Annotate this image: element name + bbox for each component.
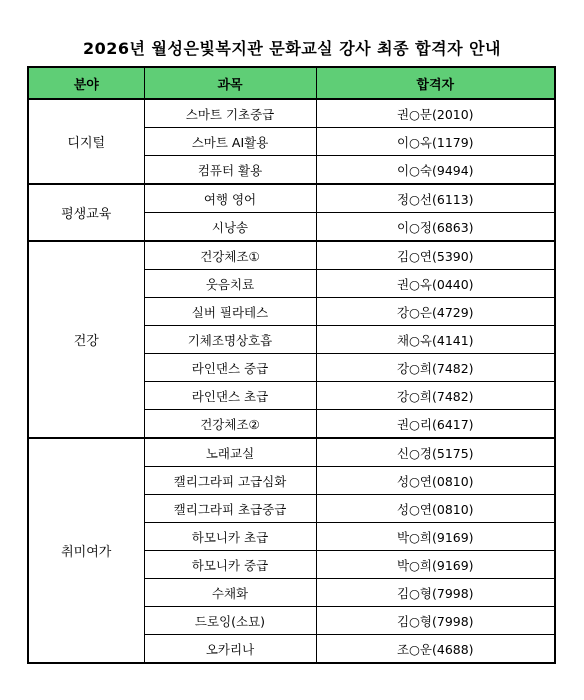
subject-cell: 스마트 기초중급 [144, 99, 316, 128]
passer-cell: 강○희(7482) [316, 354, 555, 382]
passer-cell: 박○희(9169) [316, 523, 555, 551]
subject-cell: 여행 영어 [144, 184, 316, 213]
passer-cell: 권○리(6417) [316, 410, 555, 439]
passer-table [27, 66, 556, 664]
passer-cell: 김○형(7998) [316, 579, 555, 607]
subject-cell: 캘리그라피 초급중급 [144, 495, 316, 523]
subject-cell: 하모니카 초급 [144, 523, 316, 551]
header-subject: 과목 [144, 67, 316, 99]
passer-cell: 김○연(5390) [316, 241, 555, 270]
header-passer: 합격자 [316, 67, 555, 99]
passer-cell: 신○경(5175) [316, 438, 555, 467]
passer-cell: 강○은(4729) [316, 298, 555, 326]
area-cell: 디지털 [28, 99, 144, 184]
area-cell: 취미여가 [28, 438, 144, 663]
table-body [28, 99, 555, 663]
table-row [28, 438, 555, 467]
subject-cell: 시낭송 [144, 213, 316, 242]
table-row [28, 184, 555, 213]
subject-cell: 하모니카 중급 [144, 551, 316, 579]
table-header-row [28, 67, 555, 99]
subject-cell: 컴퓨터 활용 [144, 156, 316, 185]
subject-cell: 건강체조② [144, 410, 316, 439]
subject-cell: 웃음치료 [144, 270, 316, 298]
area-cell: 평생교육 [28, 184, 144, 241]
passer-cell: 이○옥(1179) [316, 128, 555, 156]
area-cell: 건강 [28, 241, 144, 438]
subject-cell: 수채화 [144, 579, 316, 607]
passer-cell: 권○문(2010) [316, 99, 555, 128]
page-title: 2026년 월성은빛복지관 문화교실 강사 최종 합격자 안내 [82, 39, 502, 58]
subject-cell: 노래교실 [144, 438, 316, 467]
subject-cell: 드로잉(소묘) [144, 607, 316, 635]
passer-cell: 성○연(0810) [316, 467, 555, 495]
subject-cell: 라인댄스 중급 [144, 354, 316, 382]
passer-cell: 김○형(7998) [316, 607, 555, 635]
table-row [28, 241, 555, 270]
passer-cell: 조○운(4688) [316, 635, 555, 664]
subject-cell: 캘리그라피 고급심화 [144, 467, 316, 495]
passer-cell: 성○연(0810) [316, 495, 555, 523]
subject-cell: 오카리나 [144, 635, 316, 664]
passer-cell: 강○희(7482) [316, 382, 555, 410]
passer-cell: 이○숙(9494) [316, 156, 555, 185]
passer-cell: 정○선(6113) [316, 184, 555, 213]
passer-cell: 권○옥(0440) [316, 270, 555, 298]
table-row [28, 99, 555, 128]
subject-cell: 실버 필라테스 [144, 298, 316, 326]
passer-cell: 박○희(9169) [316, 551, 555, 579]
header-area: 분야 [28, 67, 144, 99]
subject-cell: 스마트 AI활용 [144, 128, 316, 156]
passer-cell: 이○정(6863) [316, 213, 555, 242]
subject-cell: 건강체조① [144, 241, 316, 270]
passer-cell: 채○옥(4141) [316, 326, 555, 354]
subject-cell: 기체조명상호흡 [144, 326, 316, 354]
subject-cell: 라인댄스 초급 [144, 382, 316, 410]
